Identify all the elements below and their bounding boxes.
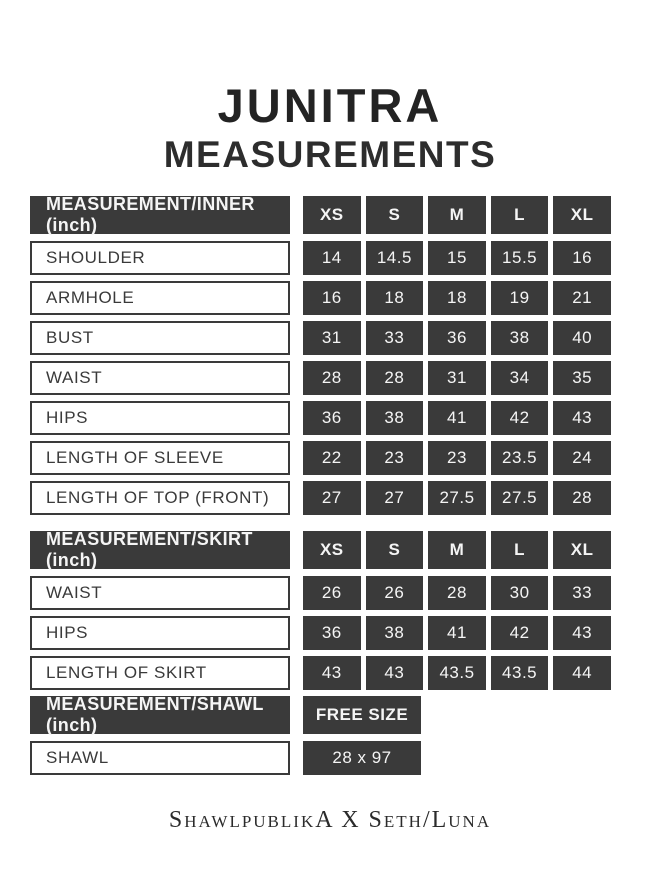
table-row (30, 481, 611, 515)
page-header (0, 79, 660, 175)
row-label-cell: WAIST (30, 361, 290, 395)
size-column-header: M (428, 196, 486, 234)
value-cell: 22 (303, 441, 361, 475)
table-row (30, 441, 611, 475)
table-header-cell: MEASUREMENT/SHAWL (inch) (30, 696, 290, 734)
value-cell: 42 (491, 401, 549, 435)
value-cell: 28 (428, 576, 486, 610)
value-cell: 43 (553, 401, 611, 435)
table-row (30, 241, 611, 275)
value-cell: 28 (303, 361, 361, 395)
value-cell: 38 (491, 321, 549, 355)
value-cell: 43 (553, 616, 611, 650)
table-row (30, 576, 611, 610)
brand-logo-text: ShawlpublikA X Seth/Luna (168, 807, 492, 833)
value-cell: 36 (428, 321, 486, 355)
size-column-header: S (366, 196, 424, 234)
table-row (30, 741, 611, 775)
size-column-header: S (366, 531, 424, 569)
size-column-header: XS (303, 196, 361, 234)
value-cell: 34 (491, 361, 549, 395)
value-cell: 31 (303, 321, 361, 355)
value-cell: 40 (553, 321, 611, 355)
value-cell: 43.5 (491, 656, 549, 690)
table-row (30, 616, 611, 650)
row-label-cell: BUST (30, 321, 290, 355)
measurement-table (30, 196, 611, 515)
value-cell: 16 (303, 281, 361, 315)
row-label-cell: LENGTH OF SLEEVE (30, 441, 290, 475)
row-label-cell: HIPS (30, 616, 290, 650)
value-cell: 19 (491, 281, 549, 315)
value-cell: 24 (553, 441, 611, 475)
size-column-header: XL (553, 196, 611, 234)
value-cell: 23 (428, 441, 486, 475)
value-cell: 27.5 (491, 481, 549, 515)
value-cell: 30 (491, 576, 549, 610)
value-cell: 28 x 97 (303, 741, 421, 775)
table-row (30, 401, 611, 435)
value-cell: 15 (428, 241, 486, 275)
value-cell: 27.5 (428, 481, 486, 515)
value-cell: 36 (303, 616, 361, 650)
value-cell: 41 (428, 616, 486, 650)
table-row (30, 321, 611, 355)
value-cell: 18 (366, 281, 424, 315)
size-column-header: XS (303, 531, 361, 569)
row-label-cell: SHAWL (30, 741, 290, 775)
table-header-cell: MEASUREMENT/SKIRT (inch) (30, 531, 290, 569)
size-column-header: L (491, 531, 549, 569)
value-cell: 28 (366, 361, 424, 395)
value-cell: 27 (366, 481, 424, 515)
value-cell: 35 (553, 361, 611, 395)
value-cell: 33 (553, 576, 611, 610)
value-cell: 33 (366, 321, 424, 355)
table-header-cell: MEASUREMENT/INNER (inch) (30, 196, 290, 234)
table-header-row (30, 531, 611, 569)
value-cell: 16 (553, 241, 611, 275)
value-cell: 42 (491, 616, 549, 650)
table-row (30, 361, 611, 395)
value-cell: 14.5 (366, 241, 424, 275)
value-cell: 26 (366, 576, 424, 610)
shawl-table-header-row (30, 696, 611, 734)
value-cell: 31 (428, 361, 486, 395)
row-label-cell: LENGTH OF TOP (FRONT) (30, 481, 290, 515)
row-label-cell: HIPS (30, 401, 290, 435)
value-cell: 43.5 (428, 656, 486, 690)
value-cell: 27 (303, 481, 361, 515)
value-cell: 41 (428, 401, 486, 435)
value-cell: 43 (303, 656, 361, 690)
size-column-header: M (428, 531, 486, 569)
row-label-cell: WAIST (30, 576, 290, 610)
value-cell: 23.5 (491, 441, 549, 475)
free-size-header-cell: FREE SIZE (303, 696, 421, 734)
table-row (30, 656, 611, 690)
value-cell: 18 (428, 281, 486, 315)
measurement-tables (30, 196, 611, 775)
value-cell: 14 (303, 241, 361, 275)
shawl-table (30, 696, 611, 775)
value-cell: 36 (303, 401, 361, 435)
value-cell: 26 (303, 576, 361, 610)
size-column-header: L (491, 196, 549, 234)
page-subtitle: MEASUREMENTS (163, 134, 497, 175)
table-row (30, 281, 611, 315)
value-cell: 15.5 (491, 241, 549, 275)
page-title: JUNITRA (217, 79, 443, 132)
value-cell: 38 (366, 401, 424, 435)
value-cell: 43 (366, 656, 424, 690)
row-label-cell: SHOULDER (30, 241, 290, 275)
value-cell: 38 (366, 616, 424, 650)
table-header-row (30, 196, 611, 234)
row-label-cell: LENGTH OF SKIRT (30, 656, 290, 690)
measurement-table (30, 531, 611, 690)
value-cell: 21 (553, 281, 611, 315)
row-label-cell: ARMHOLE (30, 281, 290, 315)
value-cell: 44 (553, 656, 611, 690)
value-cell: 28 (553, 481, 611, 515)
value-cell: 23 (366, 441, 424, 475)
size-column-header: XL (553, 531, 611, 569)
